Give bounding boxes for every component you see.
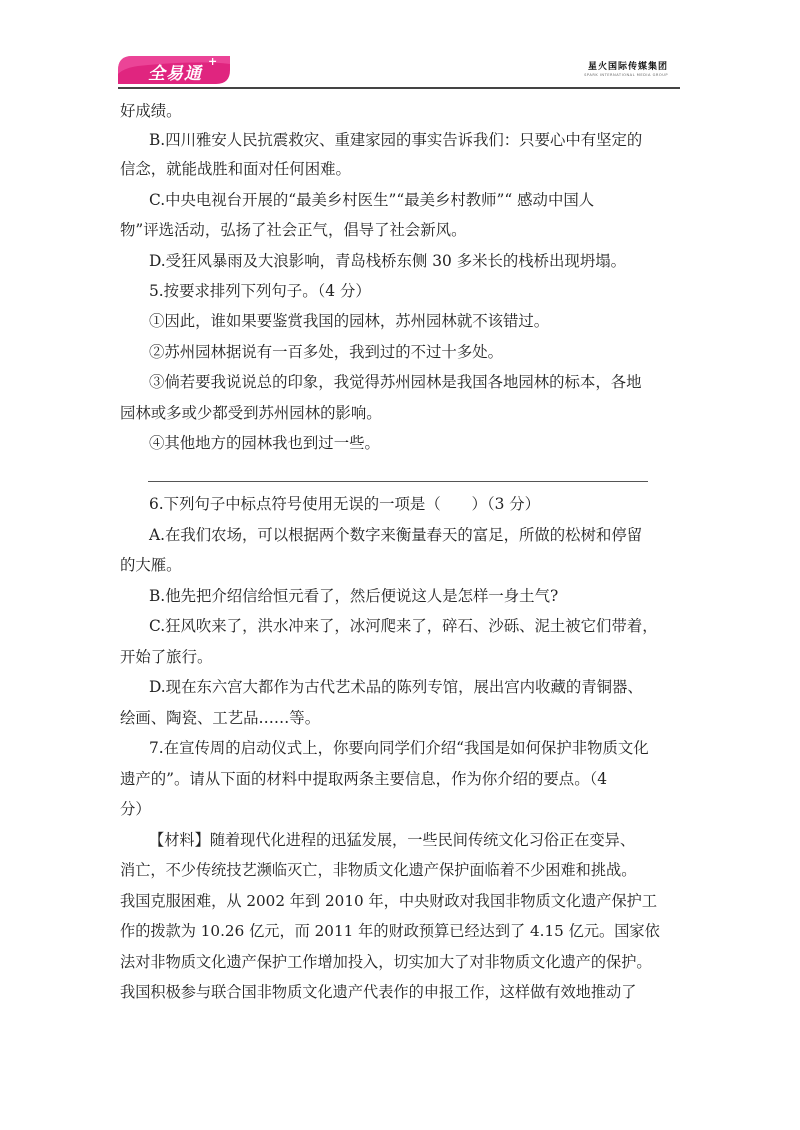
material-line: 我国克服困难，从 2002 年到 2010 年，中央财政对我国非物质文化遗产保护工 xyxy=(120,892,658,910)
option-d: D.现在东六宫大都作为古代艺术品的陈列专馆，展出宫内收藏的青铜器、 xyxy=(149,678,643,696)
publisher-subtitle: SPARK INTERNATIONAL MEDIA GROUP xyxy=(584,73,668,77)
question-5: 5.按要求排列下列句子。（4 分） xyxy=(149,282,371,300)
material-line: 消亡，不少传统技艺濒临灭亡，非物质文化遗产保护面临着不少困难和挑战。 xyxy=(120,861,637,879)
sentence-1: ①因此，谁如果要鉴赏我国的园林，苏州园林就不该错过。 xyxy=(149,312,550,330)
publisher-name: 星火国际传媒集团 xyxy=(587,62,668,72)
sentence-4: ④其他地方的园林我也到过一些。 xyxy=(149,434,380,452)
option-b: B.他先把介绍信给恒元看了，然后便说这人是怎样一身土气? xyxy=(149,587,559,605)
text-line: 分） xyxy=(120,800,151,818)
option-c: C.中央电视台开展的“最美乡村医生”“最美乡村教师”“ 感动中国人 xyxy=(149,191,595,209)
option-d: D.受狂风暴雨及大浪影响，青岛栈桥东侧 30 多米长的栈桥出现坍塌。 xyxy=(149,252,626,270)
text-line: 遗产的”。请从下面的材料中提取两条主要信息，作为你介绍的要点。（4 xyxy=(120,770,608,788)
text-line: 信念，就能战胜和面对任何困难。 xyxy=(120,160,351,178)
logo-plus: + xyxy=(208,55,218,68)
text-line: 园林或多或少都受到苏州园林的影响。 xyxy=(120,404,382,422)
material-line: 作的拨款为 10.26 亿元，而 2011 年的财政预算已经达到了 4.15 亿元。国家依 xyxy=(120,922,660,940)
text-line: 绘画、陶瓷、工艺品……等。 xyxy=(120,709,321,727)
header-divider xyxy=(118,87,680,89)
option-a: A.在我们农场，可以根据两个数字来衡量春天的富足，所做的松树和停留 xyxy=(149,526,643,544)
publisher xyxy=(584,59,668,77)
material-line: 法对非物质文化遗产保护工作增加投入，切实加大了对非物质文化遗产的保护。 xyxy=(120,953,652,971)
question-6: 6.下列句子中标点符号使用无误的一项是（ ）（3 分） xyxy=(149,495,541,513)
option-c: C.狂风吹来了，洪水冲来了，冰河爬来了，碎石、沙砾、泥土被它们带着， xyxy=(149,617,658,635)
text-line: 开始了旅行。 xyxy=(120,648,213,666)
answer-line[interactable] xyxy=(148,481,648,482)
text-line: 好成绩。 xyxy=(120,102,182,120)
material-line: 我国积极参与联合国非物质文化遗产代表作的申报工作，这样做有效地推动了 xyxy=(120,983,637,1001)
sentence-2: ②苏州园林据说有一百多处，我到过的不过十多处。 xyxy=(149,343,503,361)
sentence-3: ③倘若要我说说总的印象，我觉得苏州园林是我国各地园林的标本，各地 xyxy=(149,373,642,391)
logo-text: 全易通 xyxy=(148,64,202,84)
text-line: 物”评选活动，弘扬了社会正气，倡导了社会新风。 xyxy=(120,221,467,239)
material-line: 【材料】随着现代化进程的迅猛发展，一些民间传统文化习俗正在变异、 xyxy=(149,831,635,849)
question-7: 7.在宣传周的启动仪式上，你要向同学们介绍“我国是如何保护非物质文化 xyxy=(149,739,649,757)
option-b: B.四川雅安人民抗震救灾、重建家园的事实告诉我们：只要心中有坚定的 xyxy=(149,131,643,149)
text-line: 的大雁。 xyxy=(120,556,182,574)
